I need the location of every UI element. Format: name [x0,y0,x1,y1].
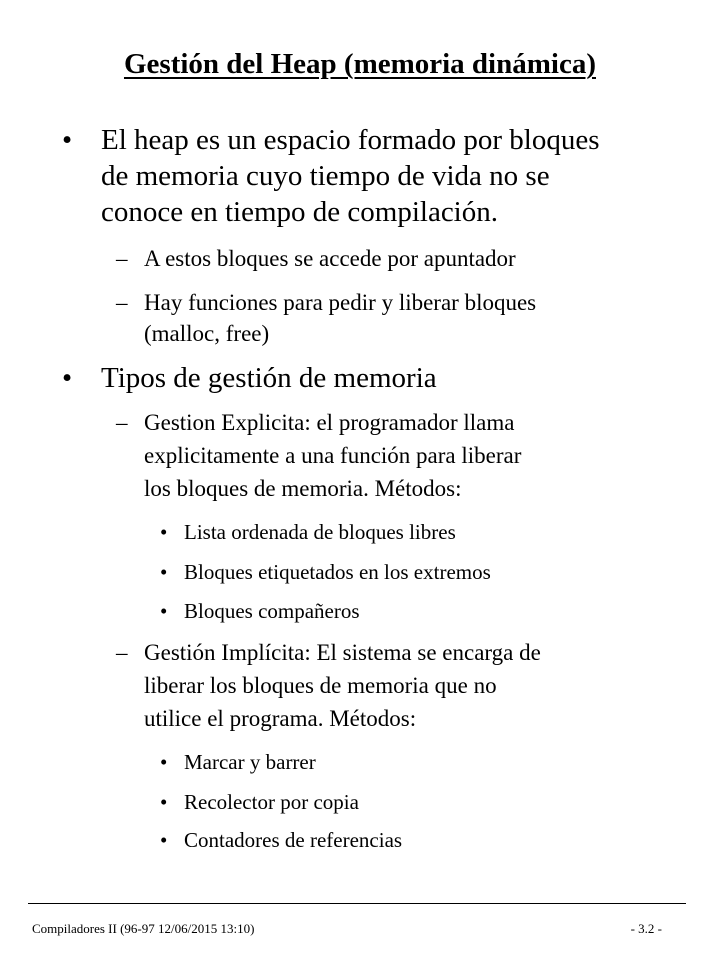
sub-bullet-text: Gestión Implícita: El sistema se encarga de [144,640,541,665]
item-marker: • [160,790,168,814]
list-item: Lista ordenada de bloques libres [184,520,456,544]
bullet-marker: • [62,124,73,156]
bullet-marker: • [62,362,73,394]
footer-course-info: Compiladores II (96-97 12/06/2015 13:10) [32,921,255,936]
bullet-text-line: de memoria cuyo tiempo de vida no se [101,160,550,192]
item-marker: • [160,828,168,852]
sub-bullet-text: Hay funciones para pedir y liberar bloques [144,290,537,315]
sub-bullet-marker: – [116,290,128,315]
item-marker: • [160,750,168,774]
sub-bullet-text: Gestion Explicita: el programador llama [144,410,515,435]
footer-divider [28,903,686,904]
sub-bullet-text: explicitamente a una función para liberar [144,443,522,468]
list-item: Bloques compañeros [184,599,360,623]
page-title: Gestión del Heap (memoria dinámica) [123,48,596,80]
sub-bullet-marker: – [116,410,128,435]
footer-page-number: - 3.2 - [630,921,662,936]
sub-bullet-text: utilice el programa. Métodos: [144,706,417,731]
bullet-text-line: El heap es un espacio formado por bloques [101,124,600,156]
sub-bullet-marker: – [116,246,128,271]
sub-bullet-text: (malloc, free) [144,321,270,346]
item-marker: • [160,599,168,623]
sub-bullet-text: los bloques de memoria. Métodos: [144,476,462,501]
item-marker: • [160,560,168,584]
list-item: Recolector por copia [184,790,359,814]
sub-bullet-text: liberar los bloques de memoria que no [144,673,497,698]
list-item: Contadores de referencias [184,828,403,852]
bullet-text-line: conoce en tiempo de compilación. [101,196,498,228]
item-marker: • [160,520,168,544]
sub-bullet-text: A estos bloques se accede por apuntador [144,246,516,271]
list-item: Bloques etiquetados en los extremos [184,560,491,584]
list-item: Marcar y barrer [184,750,316,774]
bullet-text-line: Tipos de gestión de memoria [101,362,437,394]
sub-bullet-marker: – [116,640,128,665]
